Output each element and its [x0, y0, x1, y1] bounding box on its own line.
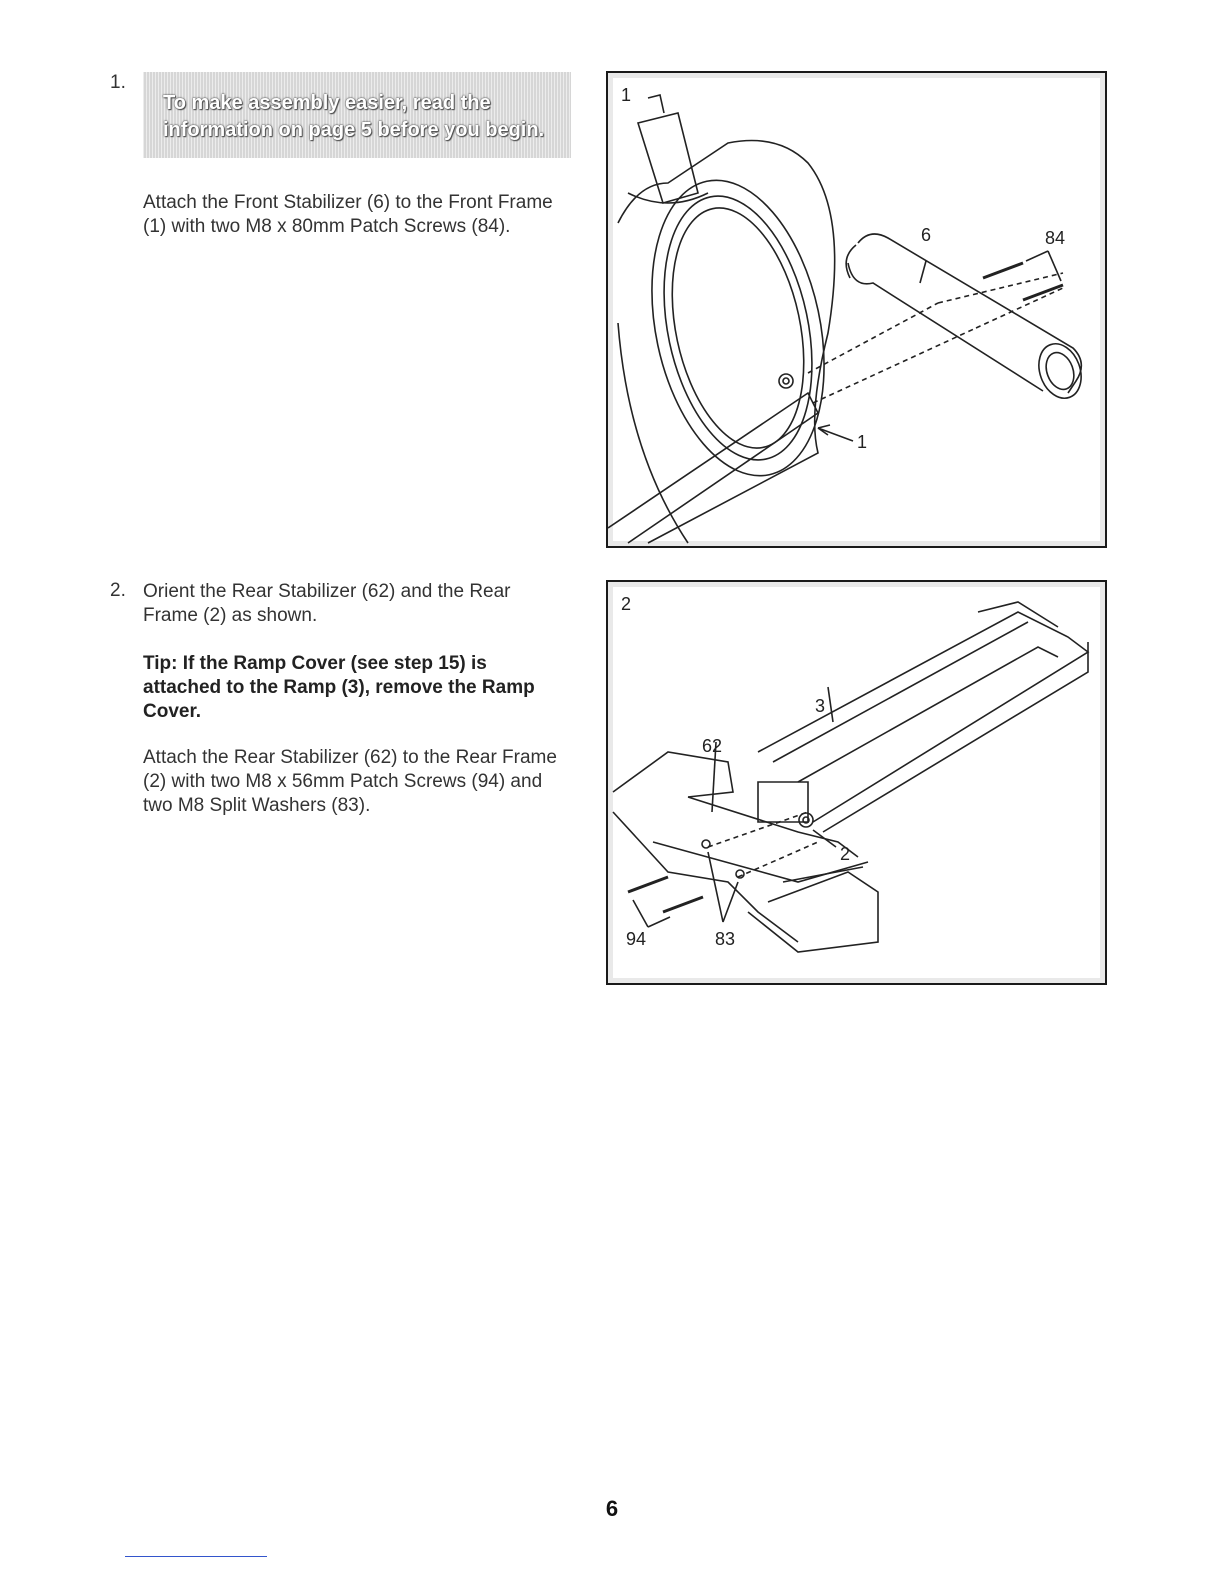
- patch-screw-94a: [628, 877, 668, 892]
- callout-62: 62: [702, 736, 723, 756]
- rear-stabilizer-foot-right: [748, 872, 878, 952]
- rear-stabilizer-illustration: [608, 582, 1105, 983]
- page-number: 6: [605, 1496, 619, 1521]
- assembly-notice-text: To make assembly easier, read the information on page 5 before you begin.: [163, 92, 545, 141]
- callout-84: 84: [1045, 228, 1066, 248]
- step-2-instruction: Orient the Rear Stabilizer (62) and the Rear Frame (2) as shown.: [143, 581, 511, 626]
- footer-rule: [125, 1556, 267, 1557]
- callout-2: 2: [840, 844, 851, 864]
- step-2-tip: Tip: If the Ramp Cover (see step 15) is attached to the Ramp (3), remove the Ramp Cover.: [143, 653, 535, 722]
- patch-screw-a: [983, 263, 1023, 278]
- callout-3: 3: [815, 696, 826, 716]
- split-washer-a: [702, 840, 710, 848]
- callout-6: 6: [921, 225, 932, 245]
- figure-2-label: 2: [621, 594, 632, 614]
- callout-94: 94: [626, 929, 647, 949]
- callout-1: 1: [857, 432, 868, 452]
- front-stabilizer-tube: [858, 234, 1081, 393]
- step-2-number: 2.: [110, 580, 126, 601]
- callout-83: 83: [715, 929, 736, 949]
- front-stabilizer-illustration: [608, 73, 1105, 546]
- assembly-notice-box: [143, 72, 571, 158]
- figure-1-label: 1: [621, 85, 632, 105]
- step-1-number: 1.: [110, 72, 126, 93]
- step-1-instruction: Attach the Front Stabilizer (6) to the Front Frame (1) with two M8 x 80mm Patch Screws (84).: [143, 192, 553, 237]
- step-2-instruction-2: Attach the Rear Stabilizer (62) to the Rear Frame (2) with two M8 x 56mm Patch Screws (94) and two M8 Split Washers (83).: [143, 747, 557, 816]
- patch-screw-94b: [663, 897, 703, 912]
- figure-2: [606, 580, 1107, 985]
- figure-1: [606, 71, 1107, 548]
